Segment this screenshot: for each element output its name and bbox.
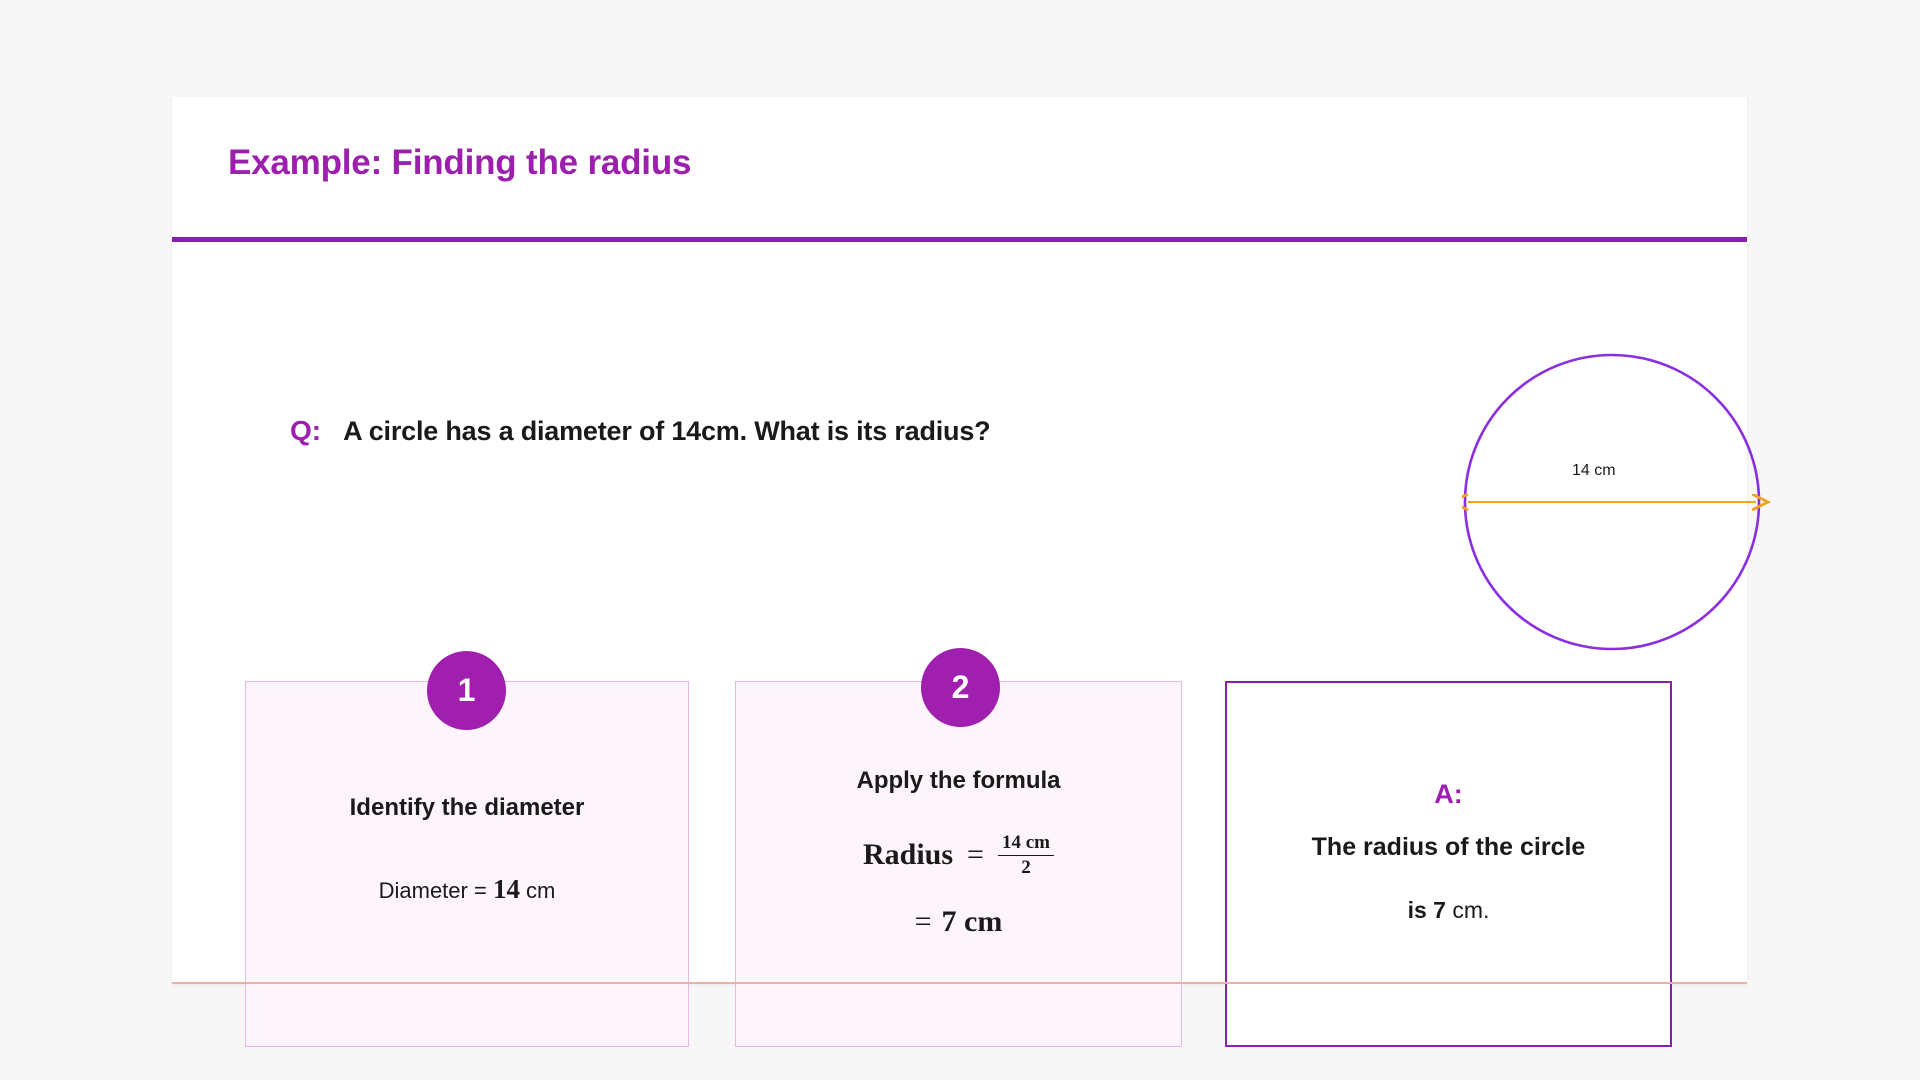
circle-diagram-svg (1462, 352, 1772, 662)
answer-line-2 (1227, 897, 1670, 924)
answer-card (1225, 681, 1672, 1047)
step-card-1 (245, 681, 689, 1047)
answer-label: A: (1434, 779, 1463, 809)
step-1-body (246, 874, 688, 905)
formula-result: 7 cm (941, 904, 1003, 938)
question-text: A circle has a diameter of 14cm. What is its radius? (343, 416, 991, 446)
slide-header (172, 97, 1747, 242)
question-label: Q: (290, 415, 322, 446)
step-badge-2: 2 (921, 648, 1000, 727)
formula-equals: = (967, 838, 984, 872)
header-divider (172, 237, 1747, 242)
slide-container (172, 97, 1747, 984)
step-1-body-prefix: Diameter = (378, 878, 493, 903)
formula-line-2 (736, 905, 1181, 939)
answer-unit: cm. (1445, 897, 1490, 923)
formula-fraction (998, 832, 1054, 879)
formula-lhs: Radius (863, 838, 954, 872)
page-title: Example: Finding the radius (228, 143, 692, 182)
step-1-heading: Identify the diameter (349, 794, 585, 821)
step-badge-1: 1 (427, 651, 506, 730)
answer-value: is 7 (1407, 897, 1446, 923)
step-2-formula (736, 832, 1181, 939)
step-1-body-suffix: cm (519, 878, 556, 903)
question-row (290, 415, 990, 447)
answer-line-1: The radius of the circle (1311, 833, 1586, 861)
footer-divider (172, 982, 1747, 984)
step-card-2 (735, 681, 1182, 1047)
circle-diagram (1462, 352, 1772, 662)
fraction-denominator: 2 (1021, 856, 1031, 878)
step-2-heading: Apply the formula (856, 767, 1061, 794)
fraction-numerator: 14 cm (998, 832, 1054, 856)
diameter-measurement-label: 14 cm (1572, 462, 1616, 479)
step-1-body-value: 14 (492, 874, 520, 904)
formula-result-equals: = (914, 904, 932, 938)
formula-line-1 (736, 832, 1181, 879)
